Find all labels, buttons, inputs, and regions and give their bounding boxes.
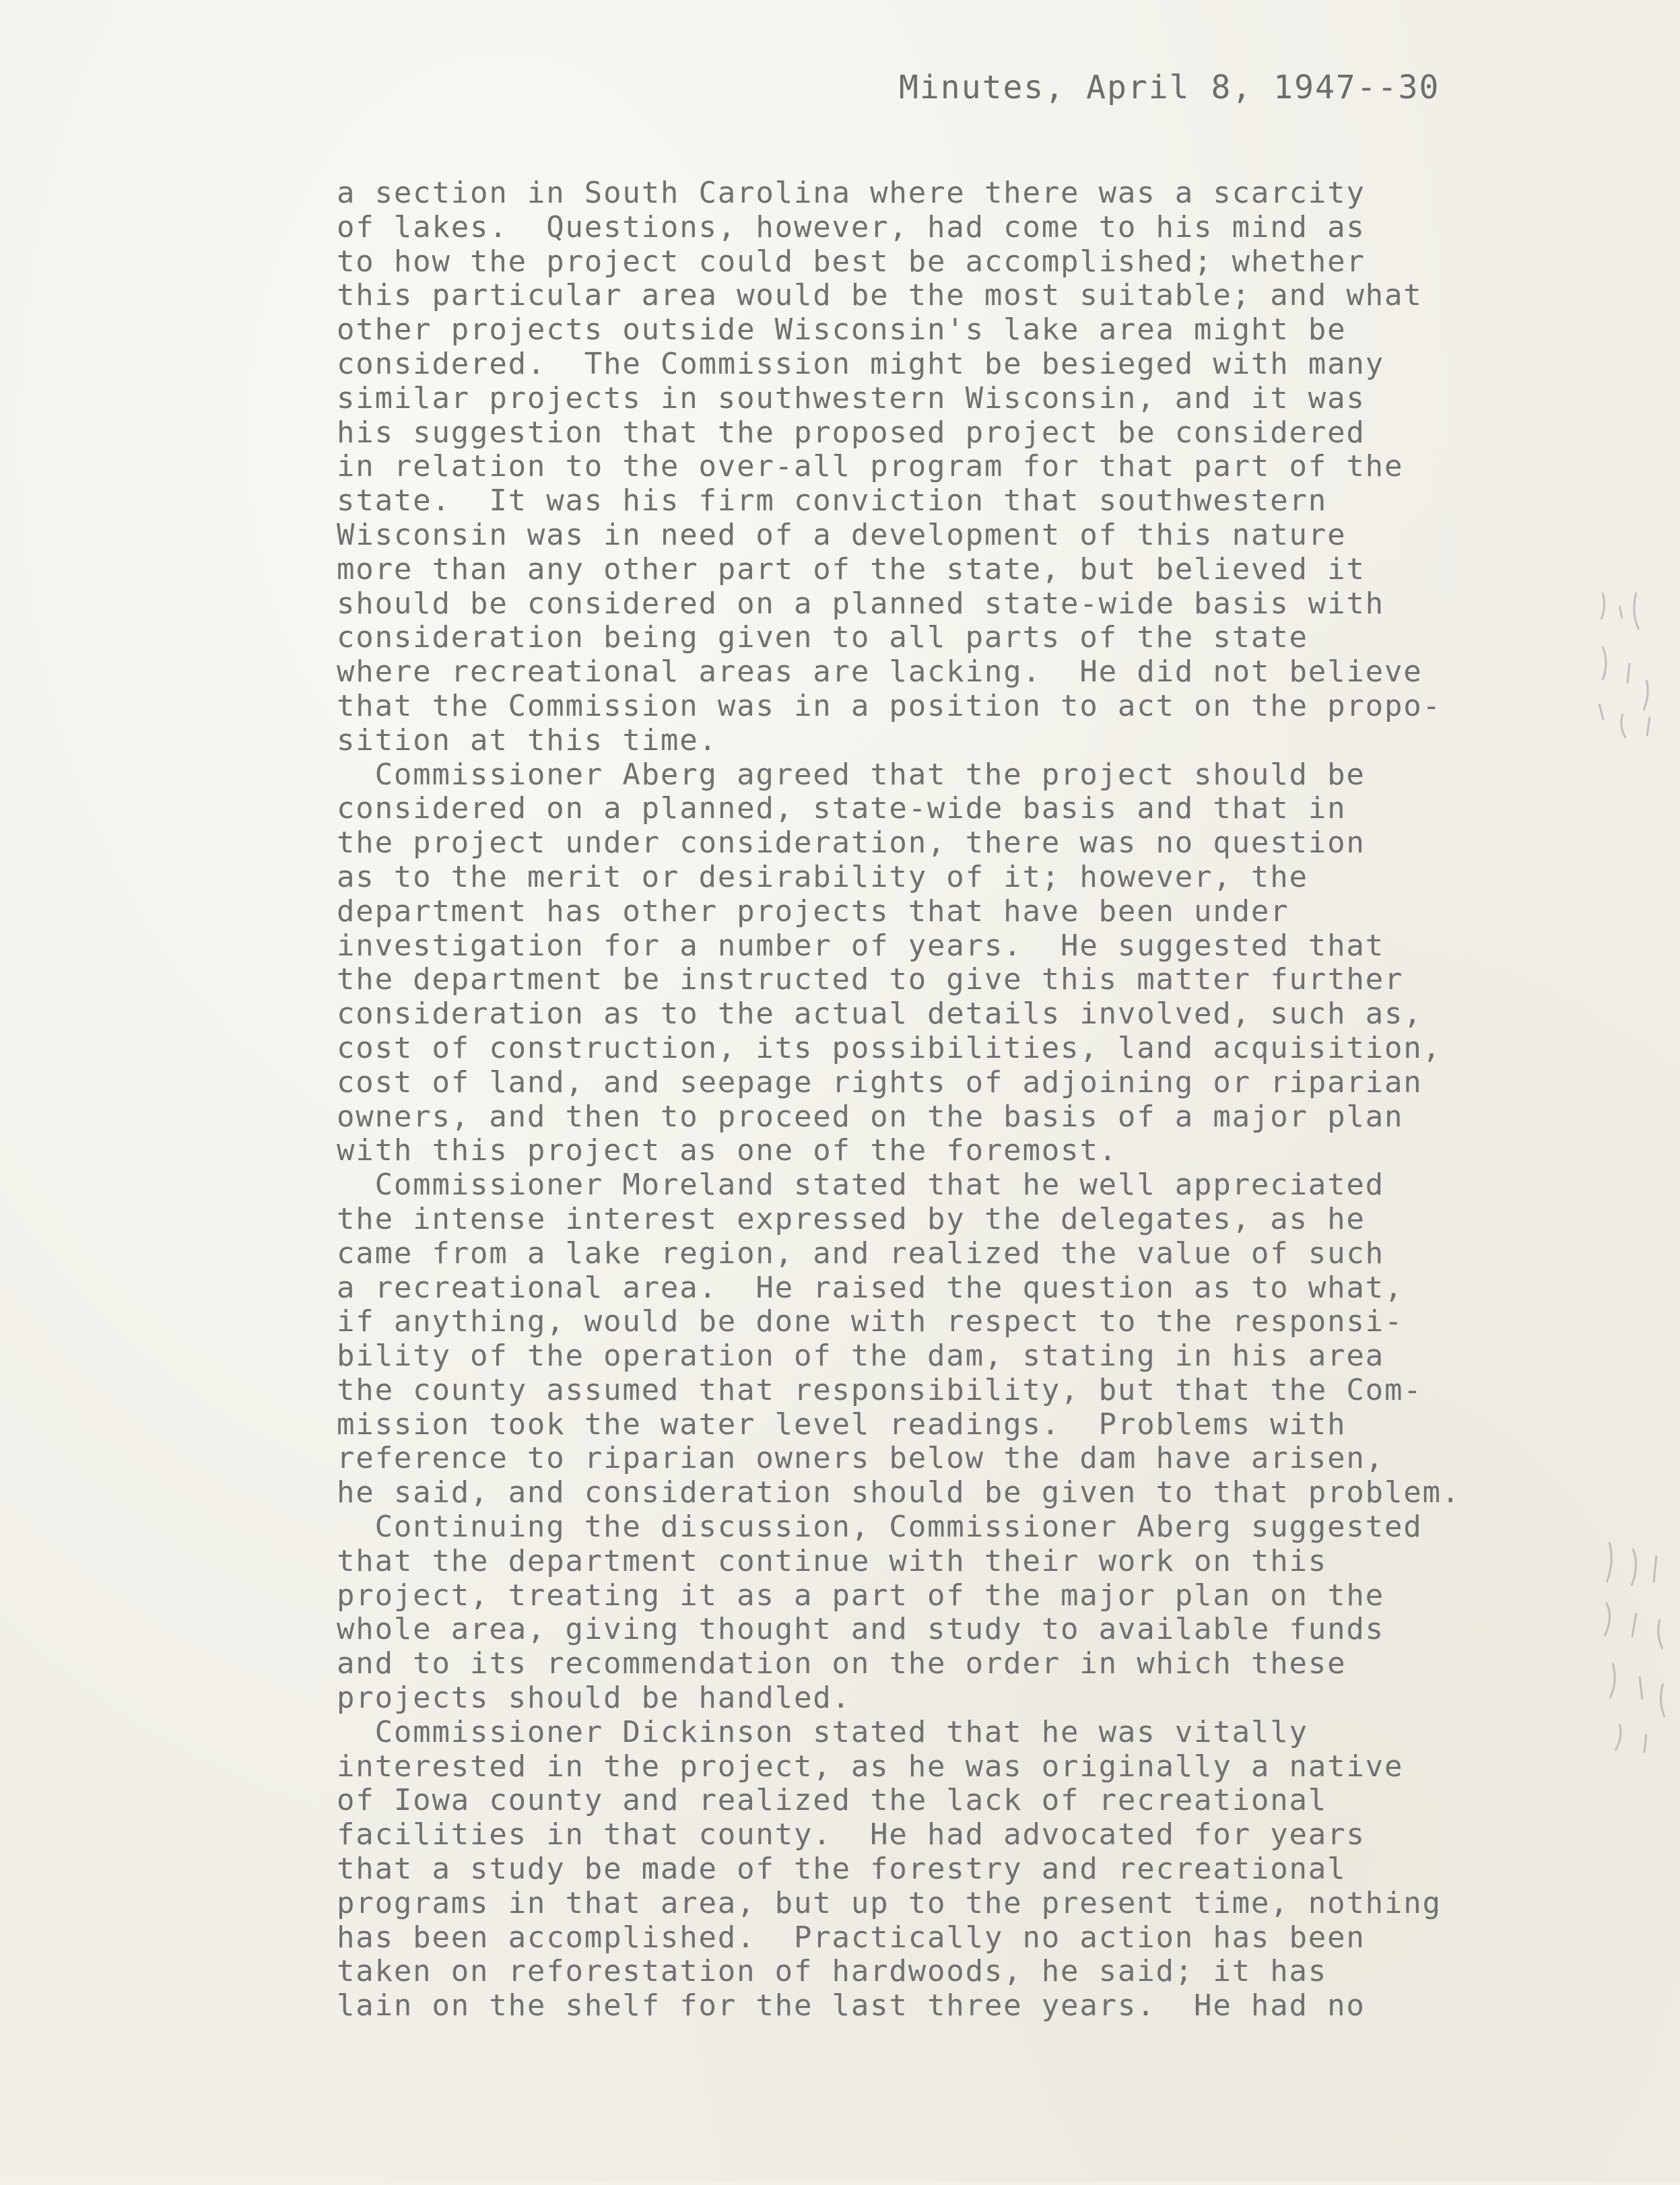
text-line: a recreational area. He raised the question as to what, xyxy=(337,1270,1404,1305)
text-line: facilities in that county. He had advocated for years xyxy=(337,1817,1366,1852)
text-line: mission took the water level readings. Problems with xyxy=(337,1407,1347,1442)
text-line: considered on a planned, state-wide basis and that in xyxy=(337,791,1347,826)
text-line: and to its recommendation on the order in which these xyxy=(337,1646,1347,1681)
text-line: reference to riparian owners below the dam have arisen, xyxy=(337,1441,1384,1476)
text-line: the department be instructed to give this matter further xyxy=(337,962,1404,997)
text-line: where recreational areas are lacking. He did not believe xyxy=(337,654,1423,690)
text-line: that a study be made of the forestry and recreational xyxy=(337,1852,1347,1887)
text-line: if anything, would be done with respect to the responsi- xyxy=(337,1304,1404,1339)
text-line: that the Commission was in a position to act on the propo- xyxy=(337,688,1442,723)
text-line: with this project as one of the foremost. xyxy=(337,1133,1118,1168)
text-line: similar projects in southwestern Wisconsin, and it was xyxy=(337,380,1366,415)
text-line: in relation to the over-all program for that part of the xyxy=(337,449,1404,484)
text-line: bility of the operation of the dam, stating in his area xyxy=(337,1339,1384,1374)
text-line: this particular area would be the most suitable; and what xyxy=(337,278,1423,313)
text-line: the project under consideration, there was no question xyxy=(337,826,1366,861)
text-line: as to the merit or desirability of it; however, the xyxy=(337,859,1308,894)
paragraph-start-line: Commissioner Aberg agreed that the project should be xyxy=(337,757,1366,792)
text-line: to how the project could best be accomplished; whether xyxy=(337,244,1366,279)
text-line: department has other projects that have been under xyxy=(337,894,1289,929)
paragraph-start-line: Commissioner Dickinson stated that he was vitally xyxy=(337,1714,1308,1749)
text-line: whole area, giving thought and study to available funds xyxy=(337,1612,1384,1647)
page-header: Minutes, April 8, 1947--30 xyxy=(899,69,1440,106)
minutes-body xyxy=(337,176,1542,2023)
text-line: investigation for a number of years. He suggested that xyxy=(337,928,1384,963)
text-line: projects should be handled. xyxy=(337,1681,851,1716)
text-line: lain on the shelf for the last three years. He had no xyxy=(337,1988,1366,2023)
text-line: the intense interest expressed by the delegates, as he xyxy=(337,1201,1366,1236)
text-line: has been accomplished. Practically no action has been xyxy=(337,1920,1366,1955)
text-line: sition at this time. xyxy=(337,722,718,758)
text-line: project, treating it as a part of the major plan on the xyxy=(337,1578,1384,1613)
text-line: interested in the project, as he was originally a native xyxy=(337,1749,1404,1784)
text-line: taken on reforestation of hardwoods, he said; it has xyxy=(337,1954,1328,1989)
text-line: considered. The Commission might be besieged with many xyxy=(337,346,1384,381)
text-line: state. It was his firm conviction that southwestern xyxy=(337,483,1328,518)
paragraph-start-line: Continuing the discussion, Commissioner Aberg suggested xyxy=(337,1510,1423,1545)
text-line: other projects outside Wisconsin's lake area might be xyxy=(337,312,1347,347)
paragraph-start-line: Commissioner Moreland stated that he well appreciated xyxy=(337,1168,1384,1203)
text-line: came from a lake region, and realized the value of such xyxy=(337,1236,1384,1271)
text-line: more than any other part of the state, but believed it xyxy=(337,551,1366,586)
text-line: of Iowa county and realized the lack of recreational xyxy=(337,1783,1328,1818)
text-line: consideration as to the actual details involved, such as, xyxy=(337,997,1423,1032)
text-line: consideration being given to all parts of the state xyxy=(337,620,1308,655)
text-line: a section in South Carolina where there was a scarcity xyxy=(337,176,1366,210)
text-line: his suggestion that the proposed project be considered xyxy=(337,415,1366,450)
text-line: he said, and consideration should be given to that problem. xyxy=(337,1475,1461,1510)
text-line: that the department continue with their work on this xyxy=(337,1543,1328,1578)
text-line: cost of construction, its possibilities, land acquisition, xyxy=(337,1030,1442,1065)
text-line: of lakes. Questions, however, had come to his mind as xyxy=(337,209,1366,244)
text-line: should be considered on a planned state-wide basis with xyxy=(337,586,1384,621)
text-line: Wisconsin was in need of a development of this nature xyxy=(337,517,1347,552)
margin-bleed-marks xyxy=(1582,0,1677,2182)
text-line: the county assumed that responsibility, but that the Com- xyxy=(337,1372,1423,1407)
margin-scribble-graphic xyxy=(1582,0,1677,2182)
text-line: owners, and then to proceed on the basis of a major plan xyxy=(337,1099,1404,1134)
text-line: programs in that area, but up to the present time, nothing xyxy=(337,1885,1442,1920)
text-line: cost of land, and seepage rights of adjoining or riparian xyxy=(337,1065,1423,1100)
